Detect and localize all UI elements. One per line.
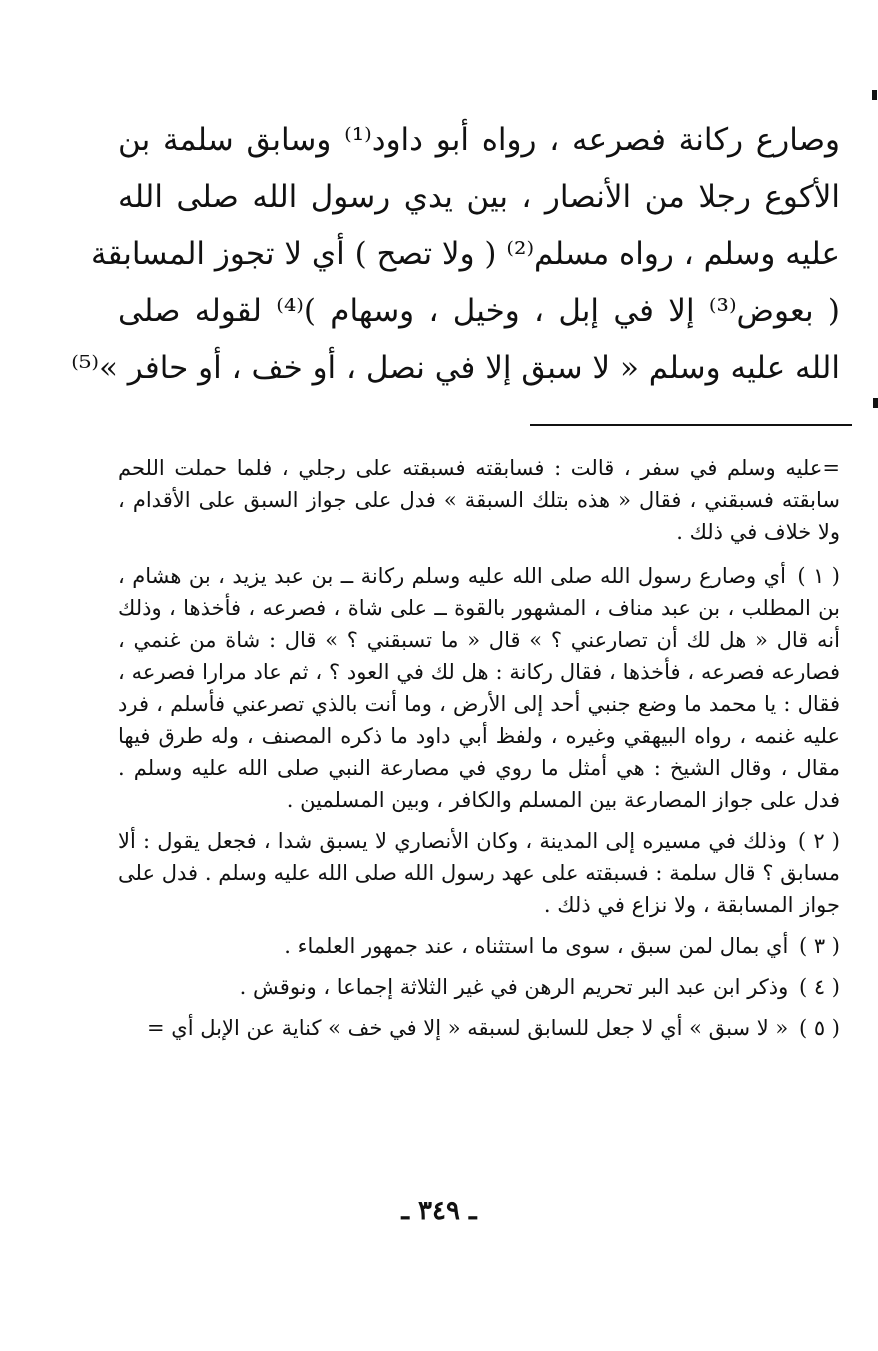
footnote-text: أي وصارع رسول الله صلى الله عليه وسلم ركانة ــ بن عبد يزيد ، بن هشام ، بن المطلب ، بن عبد مناف ، المشهور بالقوة ــ على شاة ، فصرعه ، فأخذها ، وذلك أنه قال « هل لك أن تصارعني ؟ » قال « ما تسبقني ؟ » قال : شاة من غنمي ، فصارعه فصرعه ، فأخذها ، فقال ركانة : هل لك في العود ؟ ، ثم عاد مرارا فصرعه ، فقال : يا محمد ما وضع جنبي أحد إلى الأرض ، وما أنت بالذي تصرعني فأسلم ، فرد عليه غنمه ، رواه البيهقي وغيره ، ولفظ أبي داود ما ذكره المصنف ، وله طرق فيها مقال ، وقال الشيخ : هي أمثل ما روي في مصارعة النبي صلى الله عليه وسلم . فدل على جواز المصارعة بين المسلم والكافر ، وبين المسلمين . — [118, 564, 840, 812]
margin-mark — [872, 90, 877, 100]
main-text-line: عليه وسلم ، رواه مسلم⁽²⁾ ( ولا تصح ) أي لا تجوز المسابقة — [91, 236, 840, 272]
footnote-divider — [530, 424, 852, 426]
footnote-text: « لا سبق » أي لا جعل للسابق لسبقه « إلا في خف » كناية عن الإبل أي = — [147, 1016, 789, 1040]
footnote-text: وذكر ابن عبد البر تحريم الرهن في غير الثلاثة إجماعا ، ونوقش . — [239, 975, 789, 999]
footnote-continuation — [118, 452, 840, 548]
footnote-number: ( ١ ) — [797, 564, 840, 588]
footnote-5 — [118, 1012, 840, 1044]
main-text-line: ( بعوض⁽³⁾ إلا في إبل ، وخيل ، وسهام )⁽⁴⁾ لقوله صلى — [118, 293, 841, 329]
footnote-number: ( ٤ ) — [798, 975, 840, 999]
margin-mark — [873, 398, 878, 408]
footnote-4 — [118, 971, 840, 1003]
footnote-text: أي بمال لمن سبق ، سوى ما استثناه ، عند جمهور العلماء . — [284, 934, 789, 958]
footnote-number: ( ٥ ) — [798, 1016, 840, 1040]
main-text — [71, 112, 841, 397]
main-text-line: الله عليه وسلم « لا سبق إلا في نصل ، أو خف ، أو حافر »⁽⁵⁾ — [71, 350, 840, 386]
main-text-line: الأكوع رجلا من الأنصار ، بين يدي رسول الله صلى الله — [118, 179, 840, 215]
footnote-1 — [118, 560, 840, 816]
footnote-3 — [118, 930, 840, 962]
page-number: ـ ٣٤٩ ـ — [401, 1196, 477, 1226]
footnote-number: ( ٢ ) — [797, 829, 840, 853]
footnote-text: =عليه وسلم في سفر ، قالت : فسابقته فسبقته على رجلي ، فلما حملت اللحم سابقته فسبقني ، فقال « هذه بتلك السبقة » فدل على جواز السبق على الأقدام ، ولا خلاف في ذلك . — [118, 456, 840, 544]
footnote-2 — [118, 825, 840, 921]
main-text-line: وصارع ركانة فصرعه ، رواه أبو داود⁽¹⁾ وسابق سلمة بن — [118, 122, 840, 158]
footnote-text: وذلك في مسيره إلى المدينة ، وكان الأنصاري لا يسبق شدا ، فجعل يقول : ألا مسابق ؟ قال سلمة : فسبقته على عهد رسول الله صلى الله عليه وسلم . فدل على جواز المسابقة ، ولا نزاع في ذلك . — [118, 829, 840, 917]
footnotes — [118, 452, 840, 1053]
footnote-number: ( ٣ ) — [798, 934, 840, 958]
